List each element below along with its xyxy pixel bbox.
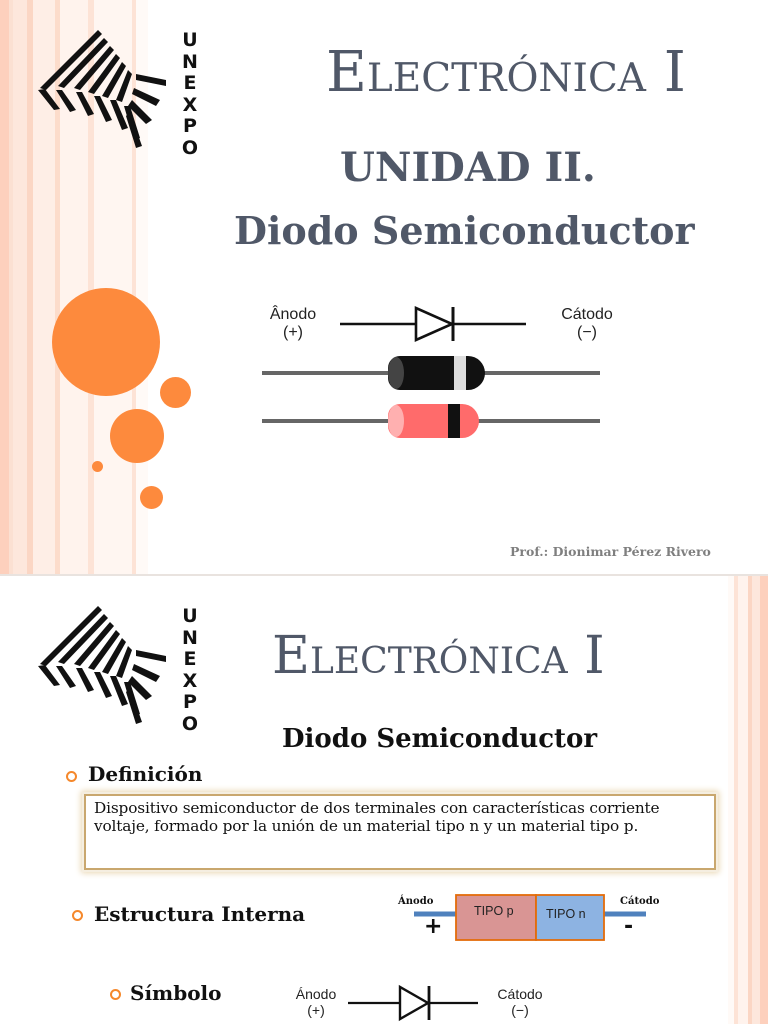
minus-sign: - (624, 914, 634, 939)
red-diode-component-icon (262, 402, 600, 442)
structure-anode-label: Ánodo (398, 896, 434, 907)
definition-slide (0, 576, 768, 1024)
bullet-structure (72, 910, 83, 921)
decorative-circle-small (160, 377, 191, 408)
decorative-circle-tiny (92, 461, 103, 472)
cathode-label: Cátodo (−) (561, 306, 613, 341)
unexpo-logo-letters: U N E X P O (181, 29, 199, 159)
definition-heading: Definición (88, 762, 203, 786)
slide-subtitle: Diodo Semiconductor (234, 208, 695, 253)
p-type-label: TIPO p (474, 904, 514, 918)
slide-subtitle-2: Diodo Semiconductor (282, 724, 598, 754)
decorative-circle-small-2 (140, 486, 163, 509)
slide-title-2: Electrónica I (272, 626, 605, 686)
structure-heading: Estructura Interna (94, 902, 306, 926)
unit-heading: UNIDAD II. (340, 144, 596, 191)
definition-text: Dispositivo semiconductor de dos terminales con características corriente voltaje, formado por la unión de un material tipo n y un material tipo p. (94, 799, 660, 835)
symbol-anode-label: Ánodo (+) (295, 986, 337, 1018)
structure-cathode-label: Cátodo (620, 896, 660, 907)
author-credit: Prof.: Dionimar Pérez Rivero (510, 544, 711, 559)
unexpo-logo-icon-2 (36, 606, 172, 728)
black-diode-component-icon (262, 354, 600, 394)
bullet-definition (66, 771, 77, 782)
n-type-label: TIPO n (546, 907, 586, 921)
unexpo-logo-letters-2: U N E X P O (181, 605, 199, 735)
bullet-symbol (110, 989, 121, 1000)
plus-sign: + (424, 914, 443, 939)
pn-junction-diagram (414, 894, 646, 942)
decorative-circle-medium (110, 409, 164, 463)
diode-symbol-icon (340, 304, 528, 344)
unexpo-logo-icon (36, 30, 172, 152)
decorative-circle-large (52, 288, 160, 396)
diode-symbol-icon-2 (348, 984, 480, 1024)
definition-box (84, 794, 716, 870)
anode-label: Ânodo (+) (269, 306, 317, 341)
slide-title: Electrónica I (326, 40, 686, 105)
symbol-cathode-label: Cátodo (−) (497, 986, 543, 1018)
symbol-heading: Símbolo (130, 981, 222, 1005)
decorative-stripes-right (728, 576, 768, 1024)
